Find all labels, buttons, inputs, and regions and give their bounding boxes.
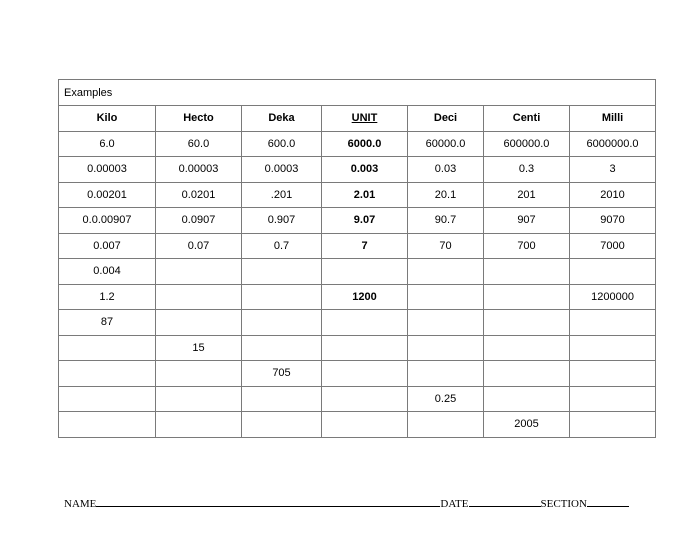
metric-conversion-table: [58, 79, 656, 438]
table-cell: [484, 284, 570, 310]
header-deka: Deka: [242, 106, 322, 132]
table-cell: 2010: [570, 182, 656, 208]
table-cell: [484, 335, 570, 361]
table-cell: .201: [242, 182, 322, 208]
table-row: [59, 361, 656, 387]
table-cell: 0.0907: [156, 208, 242, 234]
table-cell: [59, 335, 156, 361]
table-cell: 0.00201: [59, 182, 156, 208]
table-cell: 0.0201: [156, 182, 242, 208]
section-blank[interactable]: [587, 496, 629, 507]
table-row: [59, 412, 656, 438]
table-cell: 60000.0: [408, 131, 484, 157]
table-cell: [59, 412, 156, 438]
table-cell: 705: [242, 361, 322, 387]
table-cell: [322, 412, 408, 438]
table-cell: 70: [408, 233, 484, 259]
table-cell: [570, 412, 656, 438]
footer-fields: [64, 496, 629, 510]
table-cell: [156, 361, 242, 387]
table-cell: 1200000: [570, 284, 656, 310]
table-cell: 0.003: [322, 157, 408, 183]
table-cell: 6.0: [59, 131, 156, 157]
table-cell: 7000: [570, 233, 656, 259]
table-cell: [570, 386, 656, 412]
table-cell: 1200: [322, 284, 408, 310]
table-cell: [408, 412, 484, 438]
table-cell: [570, 335, 656, 361]
table-cell: 0.7: [242, 233, 322, 259]
table-row: [59, 259, 656, 285]
table-cell: [408, 259, 484, 285]
table-cell: 15: [156, 335, 242, 361]
table-cell: 2005: [484, 412, 570, 438]
examples-caption: Examples: [59, 80, 656, 106]
table-cell: 60.0: [156, 131, 242, 157]
table-cell: [156, 386, 242, 412]
table-row: [59, 335, 656, 361]
table-row: [59, 233, 656, 259]
table-cell: 0.007: [59, 233, 156, 259]
table-cell: 0.00003: [59, 157, 156, 183]
table-cell: [156, 412, 242, 438]
header-deci: Deci: [408, 106, 484, 132]
table-cell: 3: [570, 157, 656, 183]
table-cell: [322, 361, 408, 387]
table-cell: [156, 310, 242, 336]
table-cell: [408, 335, 484, 361]
table-cell: [408, 284, 484, 310]
table-cell: 9070: [570, 208, 656, 234]
table-row: [59, 310, 656, 336]
table-cell: [156, 284, 242, 310]
header-unit: UNIT: [322, 106, 408, 132]
table-cell: 20.1: [408, 182, 484, 208]
table-cell: [570, 361, 656, 387]
name-blank[interactable]: [96, 496, 440, 507]
table-cell: 7: [322, 233, 408, 259]
table-cell: [242, 335, 322, 361]
examples-row: [59, 80, 656, 106]
table-cell: [484, 386, 570, 412]
table-row: [59, 284, 656, 310]
table-cell: [242, 310, 322, 336]
table-cell: 9.07: [322, 208, 408, 234]
table-cell: [570, 310, 656, 336]
table-cell: 87: [59, 310, 156, 336]
table-cell: 90.7: [408, 208, 484, 234]
table-cell: 0.907: [242, 208, 322, 234]
table-cell: 600.0: [242, 131, 322, 157]
table-cell: [408, 310, 484, 336]
table-cell: 0.00003: [156, 157, 242, 183]
table-cell: [322, 310, 408, 336]
header-kilo: Kilo: [59, 106, 156, 132]
table-cell: [242, 386, 322, 412]
table-row: [59, 182, 656, 208]
name-label: NAME: [64, 498, 97, 510]
header-centi: Centi: [484, 106, 570, 132]
table-row: [59, 157, 656, 183]
table-cell: [242, 284, 322, 310]
header-row: [59, 106, 656, 132]
table-cell: 700: [484, 233, 570, 259]
table-cell: 2.01: [322, 182, 408, 208]
table-cell: 0.0.00907: [59, 208, 156, 234]
table-cell: 201: [484, 182, 570, 208]
table-row: [59, 131, 656, 157]
table-row: [59, 386, 656, 412]
table-cell: [408, 361, 484, 387]
table-cell: 0.004: [59, 259, 156, 285]
header-hecto: Hecto: [156, 106, 242, 132]
table-cell: [156, 259, 242, 285]
table-cell: [322, 386, 408, 412]
table-cell: 1.2: [59, 284, 156, 310]
date-blank[interactable]: [469, 496, 541, 507]
table-cell: 0.03: [408, 157, 484, 183]
table-cell: [484, 310, 570, 336]
table-cell: [484, 259, 570, 285]
table-cell: 6000000.0: [570, 131, 656, 157]
table-cell: [242, 412, 322, 438]
section-label: SECTION: [540, 498, 587, 510]
table-cell: [322, 259, 408, 285]
table-cell: [242, 259, 322, 285]
table-cell: 0.0003: [242, 157, 322, 183]
table-cell: [59, 386, 156, 412]
table-cell: [484, 361, 570, 387]
table-cell: [59, 361, 156, 387]
table-cell: 600000.0: [484, 131, 570, 157]
table-cell: 907: [484, 208, 570, 234]
table-cell: 0.3: [484, 157, 570, 183]
table-cell: 6000.0: [322, 131, 408, 157]
header-milli: Milli: [570, 106, 656, 132]
date-label: DATE: [440, 498, 469, 510]
table-cell: [570, 259, 656, 285]
table-cell: [322, 335, 408, 361]
table-cell: 0.07: [156, 233, 242, 259]
table-cell: 0.25: [408, 386, 484, 412]
table-row: [59, 208, 656, 234]
